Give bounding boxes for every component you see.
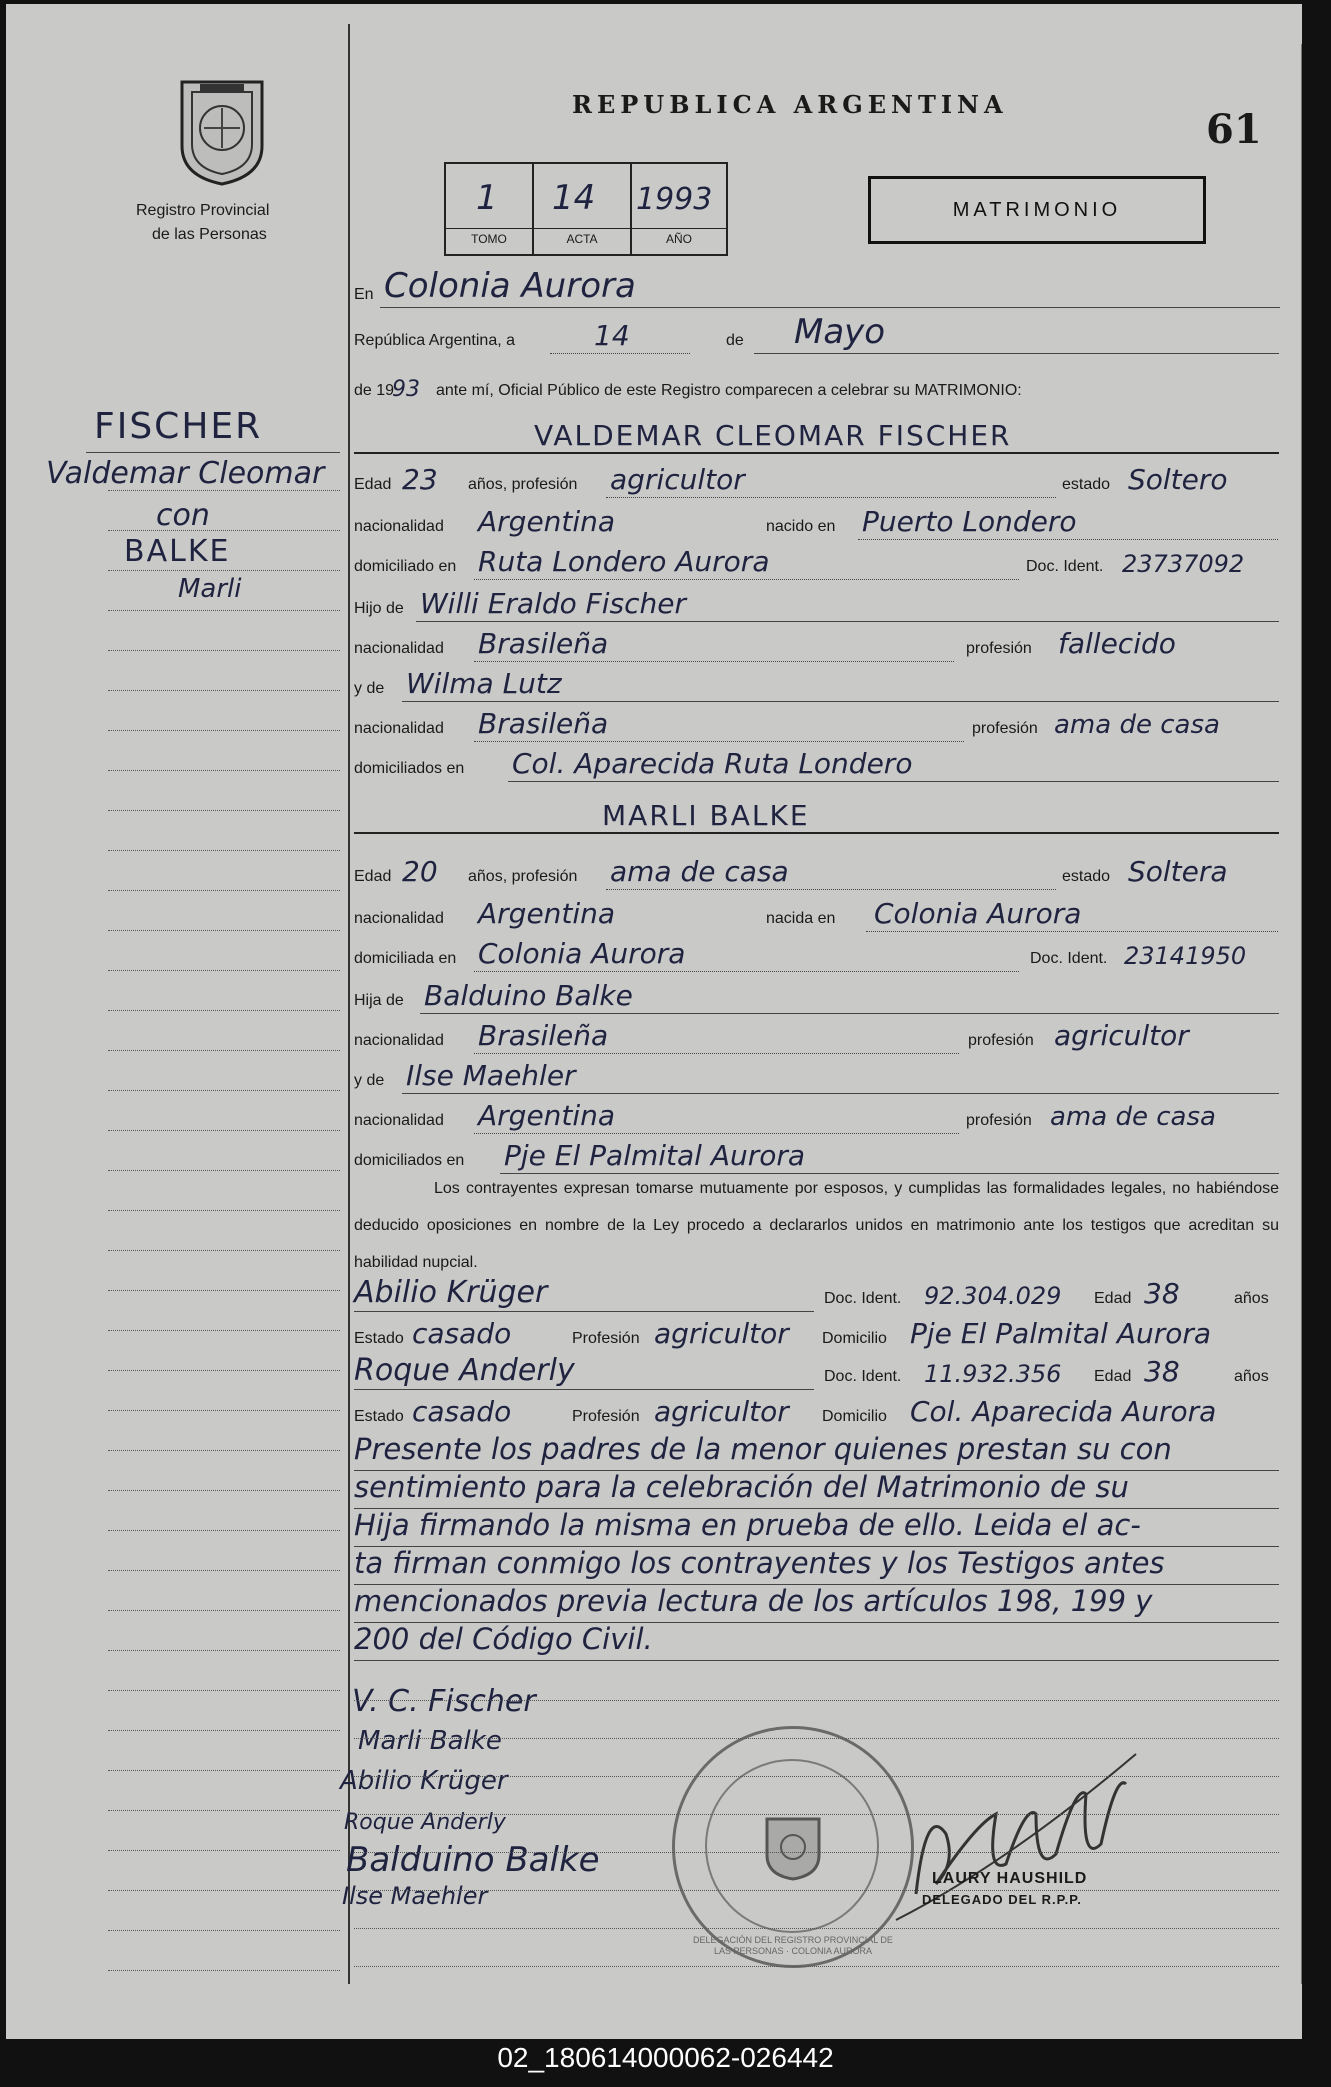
- registry-name-line2: de las Personas: [152, 226, 267, 243]
- bride-mother-field: [354, 1056, 1284, 1094]
- margin-rule: [108, 1650, 340, 1651]
- bride-mother-nac-field: [354, 1096, 1284, 1134]
- signature-rule: [354, 1776, 1279, 1777]
- groom-domicilio: Ruta Londero Aurora: [478, 545, 770, 578]
- bride-hija-label: Hija de: [354, 992, 404, 1009]
- yde-label: y de: [354, 1072, 385, 1089]
- registry-seal-icon: [174, 76, 270, 188]
- groom-name-field: [354, 416, 1284, 454]
- bride-profesion: ama de casa: [610, 855, 789, 888]
- de-label: de: [726, 332, 744, 349]
- margin-rule: [108, 1250, 340, 1251]
- margin-rule: [108, 1970, 340, 1971]
- margin-rule: [108, 490, 340, 491]
- stamp-shield-icon: [763, 1815, 823, 1883]
- prof-label: profesión: [968, 1032, 1034, 1049]
- de19-label: de 19: [354, 382, 395, 399]
- groom-parents-dom-field: [354, 744, 1284, 782]
- margin-rule: [108, 650, 340, 651]
- prof-label: profesión: [972, 720, 1038, 737]
- groom-edad-field: [354, 460, 1284, 498]
- day-value: 14: [594, 319, 630, 352]
- margin-rule: [108, 970, 340, 971]
- note-line-1: Presente los padres de la menor quienes prestan su con: [354, 1432, 1279, 1471]
- groom-edad-label: Edad: [354, 476, 392, 493]
- bride-mother-nac: Argentina: [478, 1099, 616, 1132]
- signature-bride-father: Balduino Balke: [346, 1840, 600, 1880]
- registry-name-line1: Registro Provincial: [136, 202, 270, 219]
- margin-rule: [108, 1850, 340, 1851]
- signature-rule: [354, 1814, 1279, 1815]
- signature-groom: V. C. Fischer: [352, 1684, 536, 1719]
- witness2-edad: 38: [1144, 1355, 1180, 1388]
- witness1-edad: 38: [1144, 1277, 1180, 1310]
- witness-estado-label: Estado: [354, 1408, 404, 1425]
- note-line-3: Hija firmando la misma en prueba de ello. Leida el ac-: [354, 1508, 1279, 1547]
- anios-prof-label: años, profesión: [468, 868, 578, 885]
- bride-nacida: Colonia Aurora: [874, 897, 1082, 930]
- margin-rule: [108, 1010, 340, 1011]
- margin-rule: [108, 890, 340, 891]
- margin-rule: [108, 1210, 340, 1211]
- bride-father: Balduino Balke: [424, 979, 633, 1012]
- page-number: 61: [1206, 106, 1262, 153]
- witness-anios-label: años: [1234, 1290, 1269, 1307]
- document-page: [6, 4, 1302, 2039]
- nac-label: nacionalidad: [354, 720, 444, 737]
- bride-father-prof: agricultor: [1054, 1019, 1189, 1052]
- bride-doc: 23141950: [1124, 942, 1247, 970]
- signature-witness1: Abilio Krüger: [340, 1766, 508, 1796]
- bride-edad: 20: [402, 855, 438, 888]
- margin-rule: [108, 690, 340, 691]
- groom-estado-label: estado: [1062, 476, 1111, 493]
- signature-witness2: Roque Anderly: [344, 1810, 506, 1835]
- groom-mother-nac-field: [354, 704, 1284, 742]
- margin-rule: [108, 770, 340, 771]
- nac-label: nacionalidad: [354, 640, 444, 657]
- bride-parents-dom-field: [354, 1136, 1284, 1174]
- bride-domicilio: Colonia Aurora: [478, 937, 686, 970]
- bride-dom-label: domiciliada en: [354, 950, 457, 967]
- witness2-name: Roque Anderly: [354, 1353, 575, 1388]
- margin-rule: [108, 1610, 340, 1611]
- bride-dom-field: [354, 934, 1284, 972]
- witness2-profesion: agricultor: [654, 1395, 789, 1428]
- bride-father-nac-field: [354, 1016, 1284, 1054]
- right-border: [1301, 44, 1302, 1984]
- witness2-row1: [354, 1352, 1284, 1390]
- groom-edad: 23: [402, 463, 438, 496]
- official-name: LAURY HAUSHILD: [932, 1870, 1088, 1887]
- margin-rule: [108, 1930, 340, 1931]
- margin-rule: [108, 1410, 340, 1411]
- witness1-domicilio: Pje El Palmital Aurora: [910, 1317, 1212, 1350]
- margin-surname-2: BALKE: [124, 534, 231, 569]
- margin-rule: [108, 1770, 340, 1771]
- month-value: Mayo: [794, 312, 886, 352]
- margin-rule: [108, 930, 340, 931]
- groom-father-nac-field: [354, 624, 1284, 662]
- margin-name-2: Marli: [178, 574, 242, 604]
- signature-bride-mother: Ilse Maehler: [342, 1882, 488, 1910]
- witness2-estado: casado: [412, 1395, 512, 1428]
- margin-rule: [108, 1130, 340, 1131]
- margin-rule: [108, 730, 340, 731]
- nac-label: nacionalidad: [354, 1112, 444, 1129]
- bride-mother: Ilse Maehler: [406, 1059, 576, 1092]
- doc-label: Doc. Ident.: [1030, 950, 1108, 967]
- date-field: [354, 312, 1284, 354]
- groom-father-nac: Brasileña: [478, 627, 609, 660]
- margin-con: con: [156, 498, 210, 533]
- margin-name-1: Valdemar Cleomar: [46, 456, 325, 491]
- witness1-row1: [354, 1274, 1284, 1312]
- official-stamp-text: DELEGACIÓN DEL REGISTRO PROVINCIAL DE LAS PERSONAS · COLONIA AURORA: [693, 1935, 893, 1956]
- tomo-value: 1: [476, 178, 498, 218]
- groom-mother-prof: ama de casa: [1054, 710, 1220, 740]
- groom-doc-label: Doc. Ident.: [1026, 558, 1104, 575]
- witness1-profesion: agricultor: [654, 1317, 789, 1350]
- groom-nac-field: [354, 502, 1284, 540]
- groom-nacido: Puerto Londero: [862, 505, 1077, 538]
- official-stamp: [672, 1726, 914, 1968]
- groom-nacionalidad: Argentina: [478, 505, 616, 538]
- groom-name: VALDEMAR CLEOMAR FISCHER: [534, 419, 1012, 452]
- margin-rule: [108, 1450, 340, 1451]
- witness1-row2: [354, 1314, 1284, 1352]
- note-line-4: ta firman conmigo los contrayentes y los Testigos antes: [354, 1546, 1279, 1585]
- groom-father: Willi Eraldo Fischer: [420, 587, 686, 620]
- note-line-2: sentimiento para la celebración del Matrimonio de su: [354, 1470, 1279, 1509]
- bride-parents-dom: Pje El Palmital Aurora: [504, 1139, 806, 1172]
- groom-mother-nac: Brasileña: [478, 707, 609, 740]
- doms-label: domiciliados en: [354, 1152, 465, 1169]
- signature-rule: [354, 1700, 1279, 1701]
- signature-rule: [354, 1966, 1279, 1967]
- place-value: Colonia Aurora: [384, 266, 636, 306]
- witness-dom-label: Domicilio: [822, 1408, 887, 1425]
- bride-nacida-label: nacida en: [766, 910, 836, 927]
- margin-rule: [108, 1170, 340, 1171]
- margin-rule: [108, 1690, 340, 1691]
- witness-edad-label: Edad: [1094, 1290, 1132, 1307]
- signature-rule: [354, 1890, 1279, 1891]
- margin-rule: [108, 1090, 340, 1091]
- ante-text: ante mí, Oficial Público de este Registro comparecen a celebrar su MATRIMONIO:: [436, 382, 1022, 399]
- witness-doc-label: Doc. Ident.: [824, 1368, 902, 1385]
- witness-estado-label: Estado: [354, 1330, 404, 1347]
- bride-name-field: [354, 796, 1284, 834]
- groom-doc: 23737092: [1122, 550, 1245, 578]
- margin-rule: [108, 610, 340, 611]
- en-label: En: [354, 286, 374, 303]
- act-type-label: MATRIMONIO: [952, 198, 1122, 221]
- year-value: 93: [392, 377, 420, 402]
- groom-yde-label: y de: [354, 680, 385, 697]
- witness2-domicilio: Col. Aparecida Aurora: [910, 1395, 1217, 1428]
- acta-value: 14: [552, 178, 596, 218]
- margin-rule: [108, 1530, 340, 1531]
- act-type-box: [868, 176, 1206, 244]
- witness-doc-label: Doc. Ident.: [824, 1290, 902, 1307]
- groom-anios-prof-label: años, profesión: [468, 476, 578, 493]
- margin-divider: [348, 24, 350, 1984]
- anio-label: AÑO: [632, 228, 726, 246]
- nac-label: nacionalidad: [354, 1032, 444, 1049]
- signature-rule: [354, 1928, 1279, 1929]
- official-title: DELEGADO DEL R.P.P.: [922, 1892, 1082, 1907]
- declaration-text: Los contrayentes expresan tomarse mutuamente por esposos, y cumplidas las formalidades legales, no habiéndose deducido oposiciones en nombre de la Ley procedo a declararlos unidos en matrimonio ante los testigos que acreditan su habilidad nupcial.: [354, 1180, 1279, 1271]
- note-line-5: mencionados previa lectura de los artículos 198, 199 y: [354, 1584, 1279, 1623]
- witness-anios-label: años: [1234, 1368, 1269, 1385]
- witness-dom-label: Domicilio: [822, 1330, 887, 1347]
- witness-edad-label: Edad: [1094, 1368, 1132, 1385]
- signature-bride: Marli Balke: [358, 1726, 502, 1756]
- witness1-doc: 92.304.029: [924, 1282, 1062, 1310]
- groom-estado: Soltero: [1128, 463, 1228, 496]
- bride-name: MARLI BALKE: [602, 799, 810, 832]
- margin-rule: [108, 850, 340, 851]
- bride-nac-field: [354, 894, 1284, 932]
- groom-nacido-label: nacido en: [766, 518, 836, 535]
- margin-rule: [108, 1730, 340, 1731]
- witness-prof-label: Profesión: [572, 1408, 640, 1425]
- bride-father-nac: Brasileña: [478, 1019, 609, 1052]
- estado-label: estado: [1062, 868, 1111, 885]
- margin-rule: [108, 1810, 340, 1811]
- groom-hijo-label: Hijo de: [354, 600, 404, 617]
- place-field: [354, 266, 1284, 308]
- signature-rule: [354, 1738, 1279, 1739]
- bride-estado: Soltera: [1128, 855, 1228, 888]
- prof-label: profesión: [966, 640, 1032, 657]
- margin-rule: [108, 1890, 340, 1891]
- margin-rule: [108, 1490, 340, 1491]
- groom-mother: Wilma Lutz: [406, 667, 562, 700]
- witness-prof-label: Profesión: [572, 1330, 640, 1347]
- bride-nacionalidad: Argentina: [478, 897, 616, 930]
- groom-nac-label: nacionalidad: [354, 518, 444, 535]
- nac-label: nacionalidad: [354, 910, 444, 927]
- witness1-estado: casado: [412, 1317, 512, 1350]
- groom-father-field: [354, 584, 1284, 622]
- groom-profesion: agricultor: [610, 463, 745, 496]
- groom-doms-label: domiciliados en: [354, 760, 465, 777]
- bride-edad-field: [354, 852, 1284, 890]
- witness2-row2: [354, 1392, 1284, 1430]
- anio-value: 1993: [636, 182, 713, 217]
- margin-surname-1: FISCHER: [94, 406, 263, 447]
- groom-dom-label: domiciliado en: [354, 558, 457, 575]
- country-heading: REPUBLICA ARGENTINA: [572, 90, 1008, 119]
- margin-rule: [108, 1370, 340, 1371]
- tomo-label: TOMO: [446, 228, 532, 246]
- signature-rule: [354, 1852, 1279, 1853]
- edad-label: Edad: [354, 868, 392, 885]
- year-field: [354, 366, 1284, 404]
- acta-label: ACTA: [534, 228, 630, 246]
- groom-parents-dom: Col. Aparecida Ruta Londero: [512, 747, 913, 780]
- prof-label: profesión: [966, 1112, 1032, 1129]
- margin-rule: [108, 530, 340, 531]
- witness1-name: Abilio Krüger: [354, 1275, 548, 1310]
- groom-dom-field: [354, 542, 1284, 580]
- margin-rule: [108, 570, 340, 571]
- witness2-doc: 11.932.356: [924, 1360, 1062, 1388]
- bride-mother-prof: ama de casa: [1050, 1102, 1216, 1132]
- groom-mother-field: [354, 664, 1284, 702]
- republica-label: República Argentina, a: [354, 332, 515, 349]
- margin-rule: [108, 1290, 340, 1291]
- margin-rule: [108, 1050, 340, 1051]
- groom-father-prof: fallecido: [1058, 627, 1176, 660]
- margin-rule: [108, 810, 340, 811]
- bride-father-field: [354, 976, 1284, 1014]
- note-line-6: 200 del Código Civil.: [354, 1622, 1279, 1661]
- margin-rule: [108, 1330, 340, 1331]
- margin-rule: [108, 1570, 340, 1571]
- registry-number-box: [444, 162, 728, 256]
- footer-id: 02_180614000062-026442: [497, 2042, 834, 2073]
